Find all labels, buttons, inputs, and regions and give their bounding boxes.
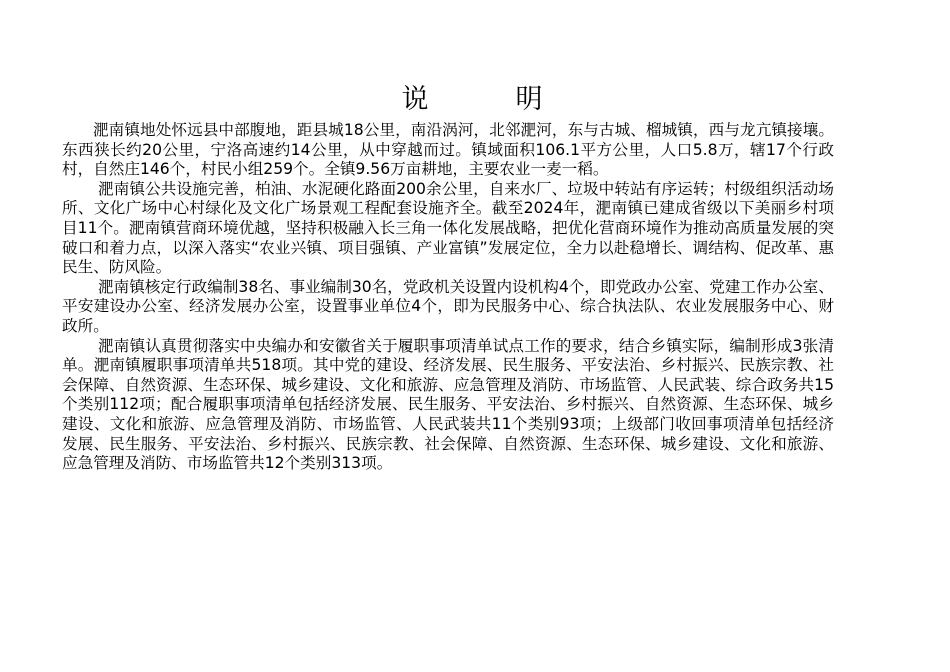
paragraph-duty-list: 淝南镇认真贯彻落实中央编办和安徽省关于履职事项清单试点工作的要求，结合乡镇实际，编制形成3张清单。淝南镇履职事项清单共518项。其中党的建设、经济发展、民生服务、平安法治、乡村振兴、民族宗教、社会保障、自然资源、生态环保、城乡建设、文化和旅游、应急管理及消防、市场监管、人民武装、综合政务共15个类别112项；配合履职事项清单包括经济发展、民生服务、平安法治、乡村振兴、自然资源、生态环保、城乡建设、文化和旅游、应急管理及消防、市场监管、人民武装共11个类别93项；上级部门收回事项清单包括经济发展、民生服务、平安法治、乡村振兴、民族宗教、社会保障、自然资源、生态环保、城乡建设、文化和旅游、应急管理及消防、市场监管共12个类别313项。 (62, 336, 834, 473)
paragraph-location: 淝南镇地处怀远县中部腹地，距县城18公里，南沿涡河，北邻淝河，东与古城、榴城镇，西与龙亢镇接壤。东西狭长约20公里，宁洛高速约14公里，从中穿越而过。镇域面积106.1平方公里，人口5.8万，辖17个行政村，自然庄146个，村民小组259个。全镇9.56万亩耕地，主要农业一麦一稻。 (62, 121, 834, 179)
paragraph-staffing: 淝南镇核定行政编制38名、事业编制30名，党政机关设置内设机构4个，即党政办公室、党建工作办公室、平安建设办公室、经济发展办公室，设置事业单位4个，即为民服务中心、综合执法队、农业发展服务中心、财政所。 (62, 277, 834, 335)
paragraph-facilities: 淝南镇公共设施完善，柏油、水泥硬化路面200余公里，自来水厂、垃圾中转站有序运转；村级组织活动场所、文化广场中心村绿化及文化广场景观工程配套设施齐全。截至2024年，淝南镇已建成省级以下美丽乡村项目11个。淝南镇营商环境优越，坚持积极融入长三角一体化发展战略，把优化营商环境作为推动高质量发展的突破口和着力点，以深入落实“农业兴镇、项目强镇、产业富镇”发展定位，全力以赴稳增长、调结构、促改革、惠民生、防风险。 (62, 179, 834, 277)
document-title: 说 明 (401, 84, 573, 115)
document-body (62, 121, 834, 474)
